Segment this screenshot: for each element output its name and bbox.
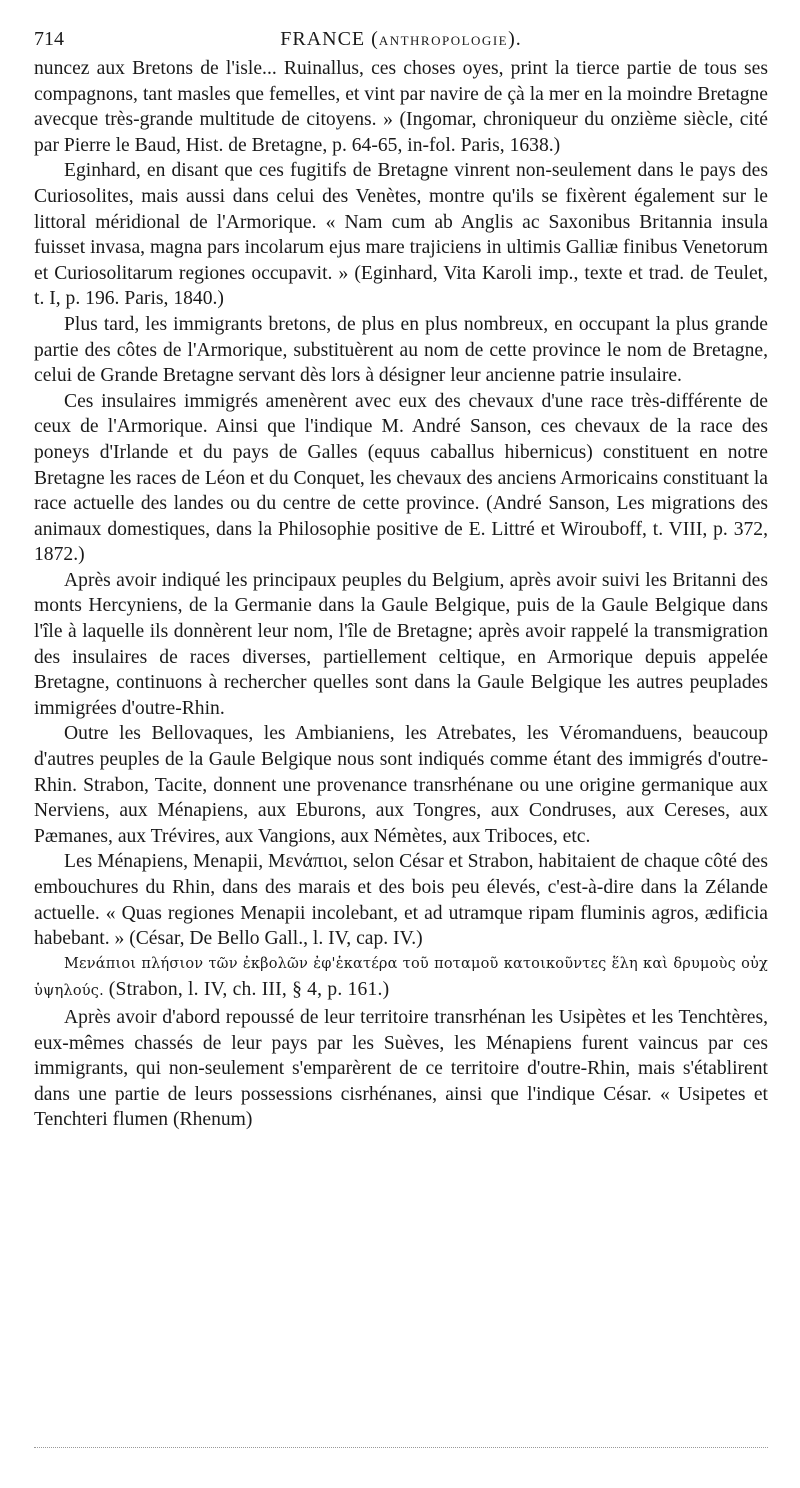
paragraph: Après avoir d'abord repoussé de leur territoire transrhénan les Usipètes et les Tenchtères, eux-mêmes chassés de leur pays par les Suèves, les Ménapiens furent vaincus par ces immigrants, qui non-seulement s'emparèrent de ce territoire d'outre-Rhin, mais s'établirent dans une partie de leurs possessions cisrhénanes, ainsi que l'indique César. « Usipetes et Tenchteri flumen (Rhenum) <box>34 1006 768 1131</box>
page-header <box>34 20 768 56</box>
paragraph: Plus tard, les immigrants bretons, de plus en plus nombreux, en occupant la plus grande partie des côtes de l'Armorique, substituèrent au nom de cette province le nom de Bretagne, celui de Grande Bretagne servant dès lors à désigner leur ancienne patrie insulaire. <box>34 313 768 387</box>
paragraph: Après avoir indiqué les principaux peuples du Belgium, après avoir suivi les Britanni des monts Hercyniens, de la Germanie dans la Gaule Belgique, puis de la Gaule Belgique dans l'île à laquelle ils donnèrent leur nom, l'île de Bretagne; après avoir rappelé la transmigration des insulaires de races diverses, partiellement celtique, en Armorique depuis appelée Bretagne, continuons à rechercher quelles sont dans la Gaule Belgique les autres peuplades immigrées d'outre-Rhin. <box>34 569 768 719</box>
greek-quotation <box>34 952 768 1005</box>
body-text <box>34 56 768 1133</box>
paragraph: Ces insulaires immigrés amenèrent avec eux des chevaux d'une race très-différente de ceux de l'Armorique. Ainsi que l'indique M. André Sanson, ces chevaux de la race des poneys d'Irlande et du pays de Galles (equus caballus hibernicus) constituent en notre Bretagne les races de Léon et du Conquet, les chevaux des anciens Armoricains constituant la race actuelle des landes ou du centre de cette province. (André Sanson, Les migrations des animaux domestiques, dans la Philosophie positive de E. Littré et Wirouboff, t. VIII, p. 372, 1872.) <box>34 390 768 566</box>
greek-text: Μενάπιοι πλήσιον τῶν ἐκβολῶν ἐφ'ἑκατέρα τοῦ ποταμοῦ κατοικοῦντες ἕλη καὶ δρυμοὺς οὐχ ὑψηλούς. <box>34 955 768 1000</box>
header-title: FRANCE <box>280 28 366 50</box>
paragraph: Outre les Bellovaques, les Ambianiens, les Atrebates, les Véromanduens, beaucoup d'autres peuples de la Gaule Belgique nous sont indiqués comme étant des immigrés d'outre-Rhin. Strabon, Tacite, donnent une provenance transrhénane ou une origine germanique aux Nerviens, aux Ménapiens, aux Eburons, aux Tongres, aux Condruses, aux Cereses, aux Pæmanes, aux Trévires, aux Vangions, aux Némètes, aux Triboces, etc. <box>34 723 768 847</box>
paragraph: nuncez aux Bretons de l'isle... Ruinallus, ces choses oyes, print la tierce partie de tous ses compagnons, tant masles que femelles, et vint par navire de çà la mer en la moindre Bretagne avecque très-grande multitude de citoyens. » (Ingomar, chroniqueur du onzième siècle, cité par Pierre le Baud, Hist. de Bretagne, p. 64-65, in-fol. Paris, 1638.) <box>34 58 768 156</box>
footer-rule <box>34 1447 768 1448</box>
running-title: FRANCE (ANTHROPOLOGIE). <box>280 28 522 50</box>
page-number: 714 <box>34 28 64 50</box>
document-page <box>34 20 768 1133</box>
greek-citation: (Strabon, l. IV, ch. III, § 4, p. 161.) <box>108 979 390 1001</box>
header-subtitle: ANTHROPOLOGIE <box>378 33 509 48</box>
paragraph: Les Ménapiens, Menapii, Μενάπιοι, selon César et Strabon, habitaient de chaque côté des embouchures du Rhin, dans des marais et des bois peu élevés, c'est-à-dire dans la Zélande actuelle. « Quas regiones Menapii incolebant, et ad utramque ripam fluminis agros, ædificia habebant. » (César, De Bello Gall., l. IV, cap. IV.) <box>34 851 768 950</box>
paragraph: Eginhard, en disant que ces fugitifs de Bretagne vinrent non-seulement dans le pays des Curiosolites, mais aussi dans celui des Venètes, montre qu'ils se fixèrent également sur le littoral méridional de l'Armorique. « Nam cum ab Anglis ac Saxonibus Britannia insula fuisset invasa, magna pars incolarum ejus mare trajiciens in ultimis Galliæ finibus Venetorum et Curiosolitarum regiones occupavit. » (Eginhard, Vita Karoli imp., texte et trad. de Teulet, t. I, p. 196. Paris, 1840.) <box>34 160 768 310</box>
